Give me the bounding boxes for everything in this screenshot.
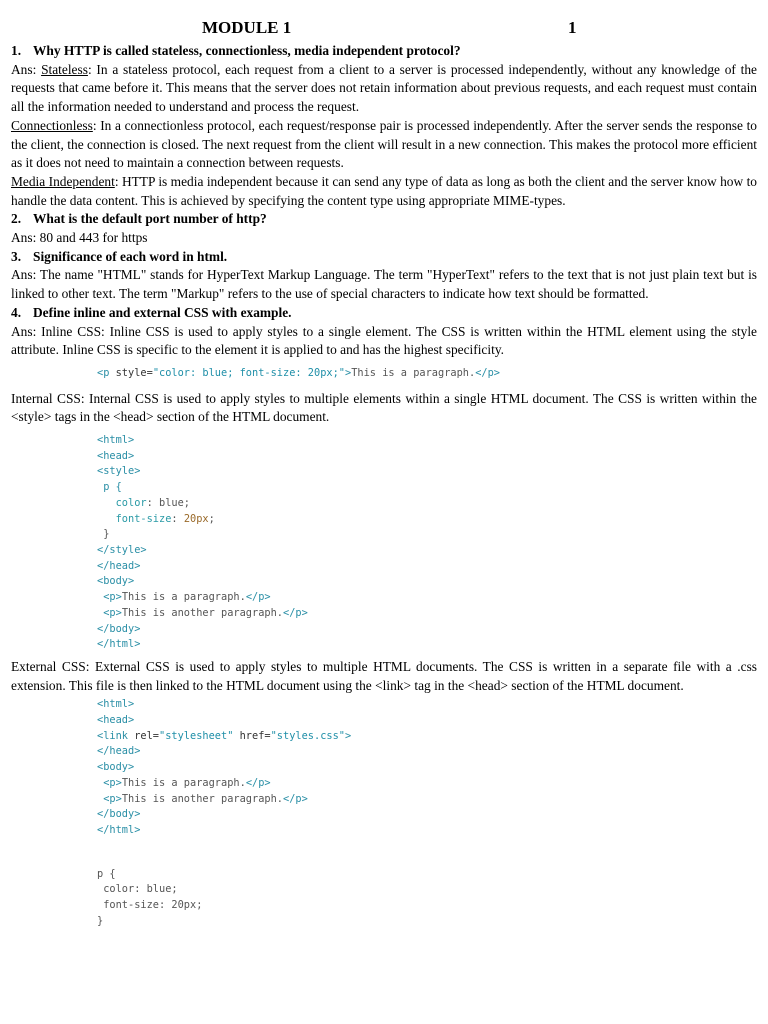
- code-line: [97, 807, 757, 823]
- code-token: </head>: [97, 559, 141, 572]
- code-line: [97, 543, 757, 559]
- question-2-number: 2.: [11, 211, 22, 227]
- media-independent-term: Media Independent: [11, 173, 115, 189]
- code-token: :: [171, 512, 184, 525]
- code-token: <head>: [97, 449, 135, 462]
- document-body: [11, 42, 757, 929]
- connectionless-term: Connectionless: [11, 117, 93, 133]
- code-token: <p: [97, 366, 110, 379]
- code-token: color: [97, 496, 147, 509]
- code-token: <head>: [97, 714, 135, 727]
- code-token: </p>: [283, 606, 308, 619]
- code-line: [97, 527, 757, 543]
- code-token: <style>: [97, 465, 141, 478]
- code-line: [97, 606, 757, 622]
- code-token: </p>: [475, 366, 501, 379]
- code-line: [97, 713, 757, 729]
- code-token: rel=: [128, 729, 159, 742]
- connectionless-text: : In a connectionless protocol, each request/response pair is processed independently. After the server sends the response to the client, the connection is closed. The next request from the client will result in a new connection. This makes the protocol more efficient as it does not need to maintain a connection between requests.: [11, 117, 757, 171]
- code-token: This is a paragraph.: [351, 366, 476, 379]
- code-token: </body>: [97, 622, 141, 635]
- question-3-number: 3.: [11, 248, 22, 264]
- code-line: [97, 637, 757, 653]
- code-token: <body>: [97, 761, 135, 774]
- code-token: >: [345, 729, 352, 742]
- code-line: [97, 512, 757, 528]
- code-token: </style>: [97, 543, 147, 556]
- code-line: [97, 449, 757, 465]
- question-1: [11, 42, 757, 61]
- code-token: This is a paragraph.: [121, 591, 246, 604]
- code-line: [97, 480, 757, 496]
- code-line: [97, 776, 757, 792]
- code-token: <html>: [97, 698, 135, 711]
- question-3-text: Significance of each word in html.: [33, 248, 228, 264]
- code-token: <html>: [97, 434, 135, 447]
- inline-css-code: [11, 366, 757, 382]
- code-token: : blue;: [146, 496, 191, 509]
- code-token: </p>: [245, 776, 271, 789]
- code-token: <p>: [97, 792, 122, 805]
- code-line: [97, 792, 757, 808]
- question-2-text: What is the default port number of http?: [33, 211, 267, 227]
- code-line: [97, 464, 757, 480]
- code-line: [97, 496, 757, 512]
- inline-css-text: Ans: Inline CSS: Inline CSS is used to apply styles to a single element. The CSS is written within the HTML element using the style attribute. Inline CSS is specific to the element it is applied to and has the highest specificity.: [11, 323, 757, 358]
- question-4: [11, 304, 757, 323]
- code-token: }: [97, 528, 110, 541]
- answer-1-media: [11, 173, 757, 210]
- media-independent-text: : HTTP is media independent because it can send any type of data as long as both the client and the server know how to handle the data content. This is achieved by specifying the content type using appropriate MIME-types.: [11, 173, 757, 208]
- code-token: "color: blue; font-size: 20px;": [152, 366, 345, 379]
- answer-1-connectionless: [11, 117, 757, 173]
- code-token: <body>: [97, 575, 135, 588]
- code-line: font-size: 20px;: [97, 899, 203, 912]
- stateless-term: Stateless: [41, 61, 88, 77]
- code-token: </p>: [245, 591, 271, 604]
- code-token: </p>: [283, 792, 308, 805]
- internal-css-text: Internal CSS: Internal CSS is used to apply styles to multiple elements within a single HTML document. The CSS is written within the <style> tags in the <head> section of the HTML document.: [11, 390, 757, 425]
- code-token: "stylesheet": [159, 729, 234, 742]
- answer-prefix: Ans:: [11, 61, 42, 77]
- code-token: p {: [97, 481, 122, 494]
- code-line: [97, 744, 757, 760]
- answer-1-stateless: [11, 61, 757, 117]
- code-token: This is another paragraph.: [121, 606, 283, 619]
- code-token: <p>: [97, 591, 122, 604]
- code-line: [97, 574, 757, 590]
- answer-3: Ans: The name "HTML" stands for HyperText Markup Language. The term "HyperText" refers to the text that is not just plain text but is linked to other text. The term "Markup" refers to the use of special characters to indicate how text should be formatted.: [11, 267, 757, 302]
- external-css-text: External CSS: External CSS is used to apply styles to multiple HTML documents. The CSS is written in a separate file with a .css extension. This file is then linked to the HTML document using the <link> tag in the <head> section of the HTML document.: [11, 658, 757, 693]
- external-stylesheet-code: [11, 867, 757, 930]
- code-token: </body>: [97, 808, 141, 821]
- code-token: <link: [97, 729, 128, 742]
- question-4-number: 4.: [11, 304, 22, 320]
- code-line: [97, 697, 757, 713]
- code-line: [97, 622, 757, 638]
- code-line: [97, 559, 757, 575]
- code-line: }: [97, 914, 104, 927]
- external-css-code: [11, 697, 757, 838]
- question-1-number: 1.: [11, 43, 22, 58]
- code-token: 20px: [183, 512, 209, 525]
- code-token: "styles.css": [270, 729, 346, 742]
- answer-2: Ans: 80 and 443 for https: [11, 230, 148, 246]
- code-token: >: [345, 366, 352, 379]
- code-line: [97, 729, 757, 745]
- code-token: </html>: [97, 823, 141, 836]
- module-title: MODULE 1: [202, 18, 292, 37]
- code-token: <p>: [97, 776, 122, 789]
- code-token: </html>: [97, 638, 141, 651]
- code-line: [97, 823, 757, 839]
- code-token: href=: [233, 729, 271, 742]
- code-token: <p>: [97, 606, 122, 619]
- code-line: p {: [97, 867, 116, 880]
- code-token: </head>: [97, 745, 141, 758]
- code-line: [97, 433, 757, 449]
- question-1-text: Why HTTP is called stateless, connectionless, media independent protocol?: [33, 43, 461, 58]
- code-token: font-size: [97, 512, 172, 525]
- code-line: color: blue;: [97, 883, 178, 896]
- question-3: [11, 248, 757, 267]
- code-line: [97, 760, 757, 776]
- internal-css-code: [11, 433, 757, 653]
- question-4-text: Define inline and external CSS with example.: [33, 304, 292, 320]
- code-token: This is a paragraph.: [121, 776, 246, 789]
- page-header: [0, 18, 768, 40]
- question-2: [11, 210, 757, 229]
- page-number: 1: [568, 18, 577, 37]
- stateless-text: : In a stateless protocol, each request from a client to a server is processed independently, without any knowledge of the requests that came before it. This means that the server does not retain information about previous requests, and each request must contain all the information needed to understand and process the request.: [11, 61, 757, 115]
- code-token: style=: [109, 366, 153, 379]
- code-token: This is another paragraph.: [121, 792, 283, 805]
- code-token: ;: [208, 512, 215, 525]
- code-line: [97, 590, 757, 606]
